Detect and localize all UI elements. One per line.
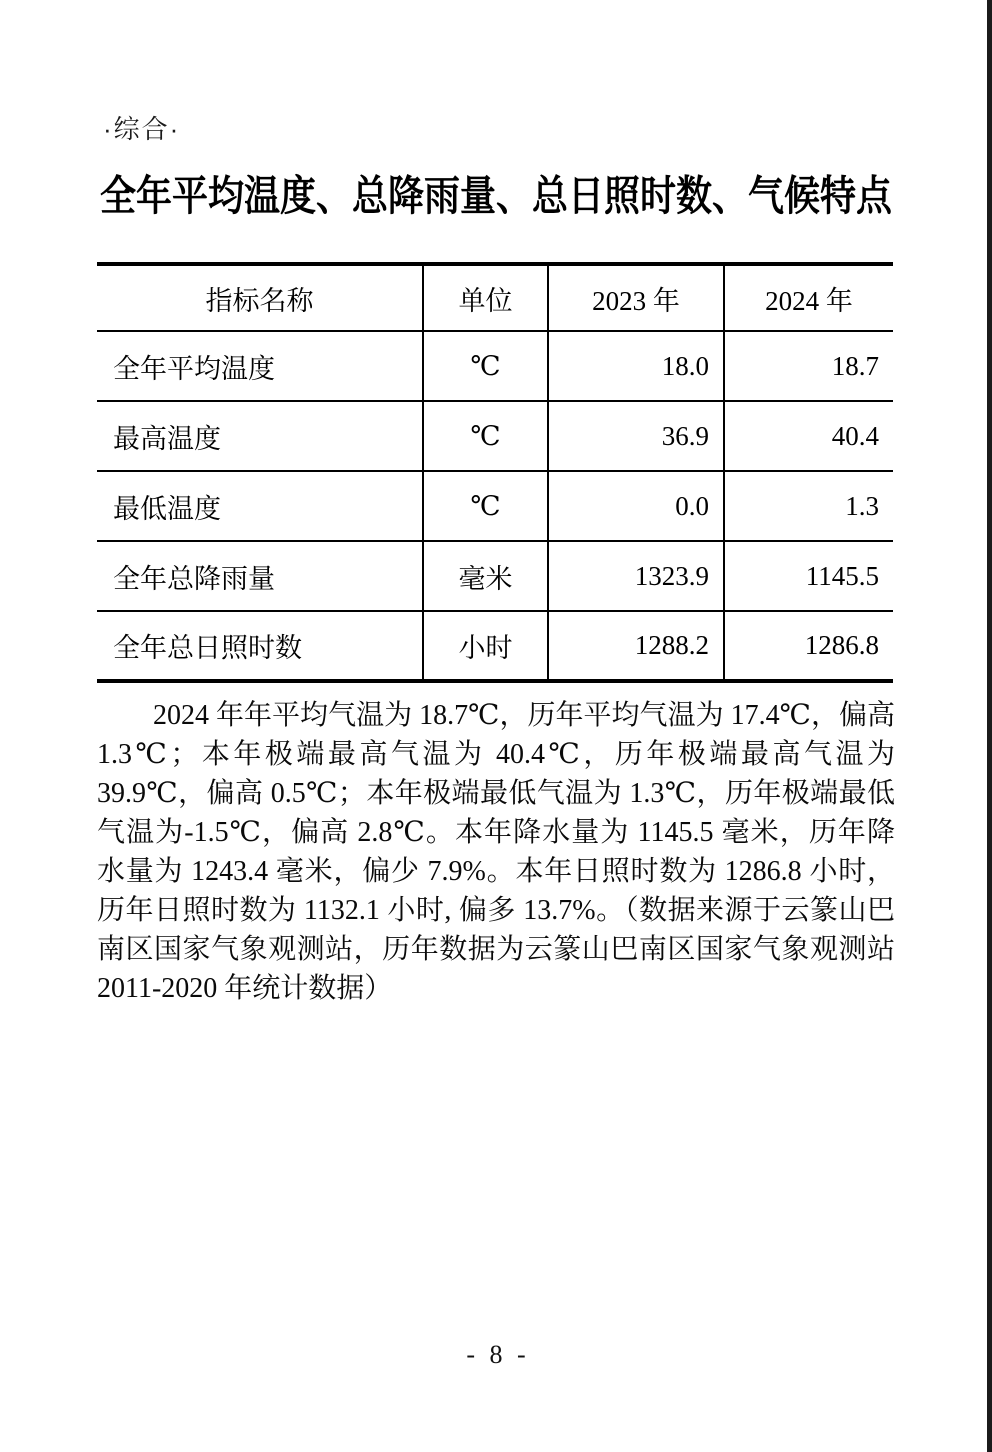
table-header (97, 264, 893, 331)
unit-cell: ℃ (423, 471, 548, 541)
value-2023-cell: 0.0 (548, 471, 724, 541)
header-year-2024: 2024 年 (724, 264, 893, 331)
table-row (97, 611, 893, 681)
indicator-name-cell: 全年平均温度 (97, 331, 423, 401)
table-row (97, 471, 893, 541)
value-2024-cell: 1145.5 (724, 541, 893, 611)
table-body (97, 331, 893, 681)
header-unit: 单位 (423, 264, 548, 331)
table-row (97, 401, 893, 471)
value-2023-cell: 1288.2 (548, 611, 724, 681)
table-row (97, 331, 893, 401)
value-2023-cell: 18.0 (548, 331, 724, 401)
value-2023-cell: 1323.9 (548, 541, 724, 611)
value-2024-cell: 1286.8 (804, 630, 879, 660)
climate-summary-paragraph: 2024 年年平均气温为 18.7℃，历年平均气温为 17.4℃，偏高 1.3℃；本年极端最高气温为 40.4℃，历年极端最高气温为 39.9℃，偏高 0.5℃；本年极端最低气温为 1.3℃，历年极端最低气温为-1.5℃，偏高 2.8℃。本年降水量为 1145.5 毫米，历年降水量为 1243.4 毫米，偏少 7.9%。本年日照时数为 1286.8 小时，历年日照时数为 1132.1 小时, 偏多 13.7%。（数据来源于云篆山巴南区国家气象观测站，历年数据为云篆山巴南区国家气象观测站 2011-2020 年统计数据） (97, 700, 895, 1004)
scan-edge-shadow (987, 0, 992, 1452)
climate-indicators-table (97, 262, 893, 683)
indicator-name-cell: 最高温度 (97, 401, 423, 471)
unit-cell: ℃ (423, 331, 548, 401)
value-2024-cell: 1.3 (724, 471, 893, 541)
section-label: ·综合· (103, 114, 181, 144)
table-row (97, 541, 893, 611)
indicator-name-cell: 全年总日照时数 (97, 611, 423, 681)
page-content (0, 114, 992, 1008)
indicator-name-cell: 全年总降雨量 (97, 541, 423, 611)
page-title: 全年平均温度、总降雨量、总日照时数、气候特点 (99, 173, 892, 219)
unit-cell: 小时 (423, 611, 548, 681)
header-indicator-name: 指标名称 (97, 264, 423, 331)
value-2024-cell: 18.7 (724, 331, 893, 401)
table-header-row (97, 264, 893, 331)
unit-cell: ℃ (423, 401, 548, 471)
value-2023-cell: 36.9 (548, 401, 724, 471)
value-2024-cell: 40.4 (724, 401, 893, 471)
header-year-2023: 2023 年 (548, 264, 724, 331)
indicator-name-cell: 最低温度 (97, 471, 423, 541)
unit-cell: 毫米 (423, 541, 548, 611)
page-number: - 8 - (466, 1340, 526, 1369)
